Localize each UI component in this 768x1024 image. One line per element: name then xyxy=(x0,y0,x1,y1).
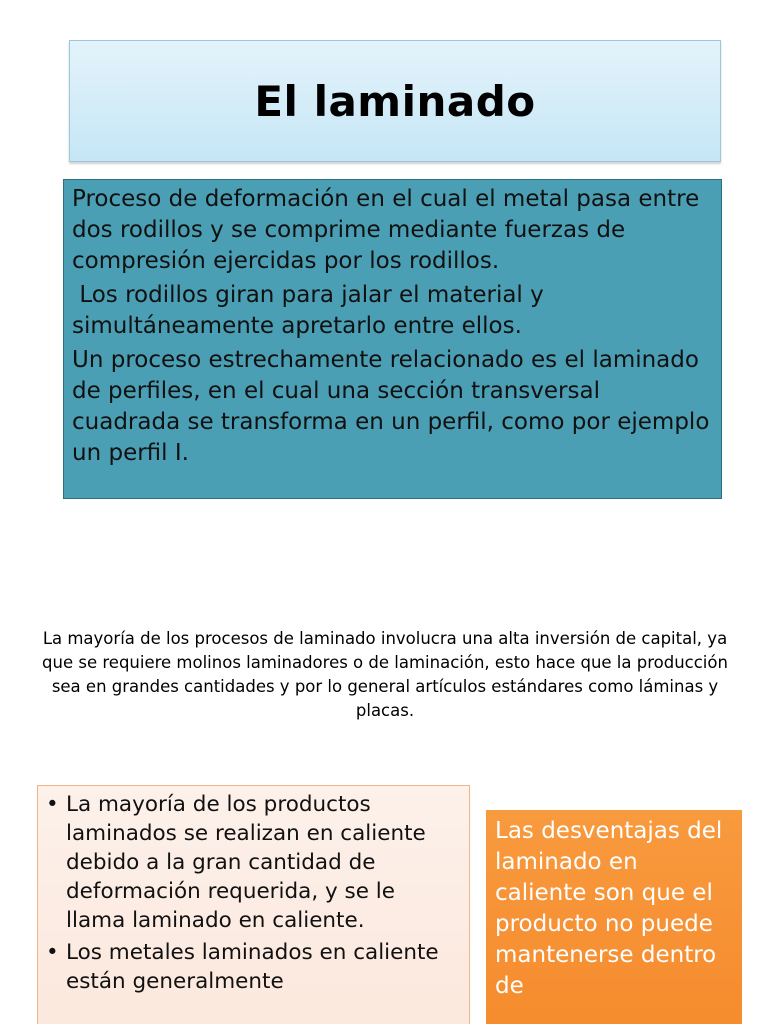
intro-paragraph-3: Un proceso estrechamente relacionado es el laminado de perfiles, en el cual una sección transversal cuadrada se transforma en un perfil, como por ejemplo un perfil I. xyxy=(72,347,717,466)
intro-paragraph-1: Proceso de deformación en el cual el metal pasa entre dos rodillos y se comprime mediante fuerzas de compresión ejercidas por los rodillos. xyxy=(72,186,707,274)
list-item-text: La mayoría de los productos laminados se realizan en caliente debido a la gran cantidad de deformación requerida, y se le llama laminado en caliente. xyxy=(66,792,426,933)
title-box xyxy=(69,40,721,162)
intro-box xyxy=(63,179,722,499)
list-item xyxy=(44,790,461,935)
side-note-box xyxy=(486,810,742,1024)
list-item-text: Los metales laminados en caliente están generalmente xyxy=(66,940,439,994)
side-note-text: Las desventajas del laminado en caliente son que el producto no puede mantenerse dentro de xyxy=(495,818,723,999)
bullet-icon: • xyxy=(46,940,59,965)
list-item xyxy=(44,938,461,996)
bullet-icon: • xyxy=(46,792,59,817)
page-title: El laminado xyxy=(254,76,536,126)
capital-investment-text: La mayoría de los procesos de laminado involucra una alta inversión de capital, ya que se requiere molinos laminadores o de laminación, esto hace que la producción sea en grandes cantidades y por lo general artículos estándares como láminas y placas. xyxy=(42,629,728,720)
bullet-list xyxy=(44,790,461,996)
bullets-box xyxy=(37,785,470,1024)
intro-paragraph-2: Los rodillos giran para jalar el material y simultáneamente apretarlo entre ellos. xyxy=(72,282,552,339)
